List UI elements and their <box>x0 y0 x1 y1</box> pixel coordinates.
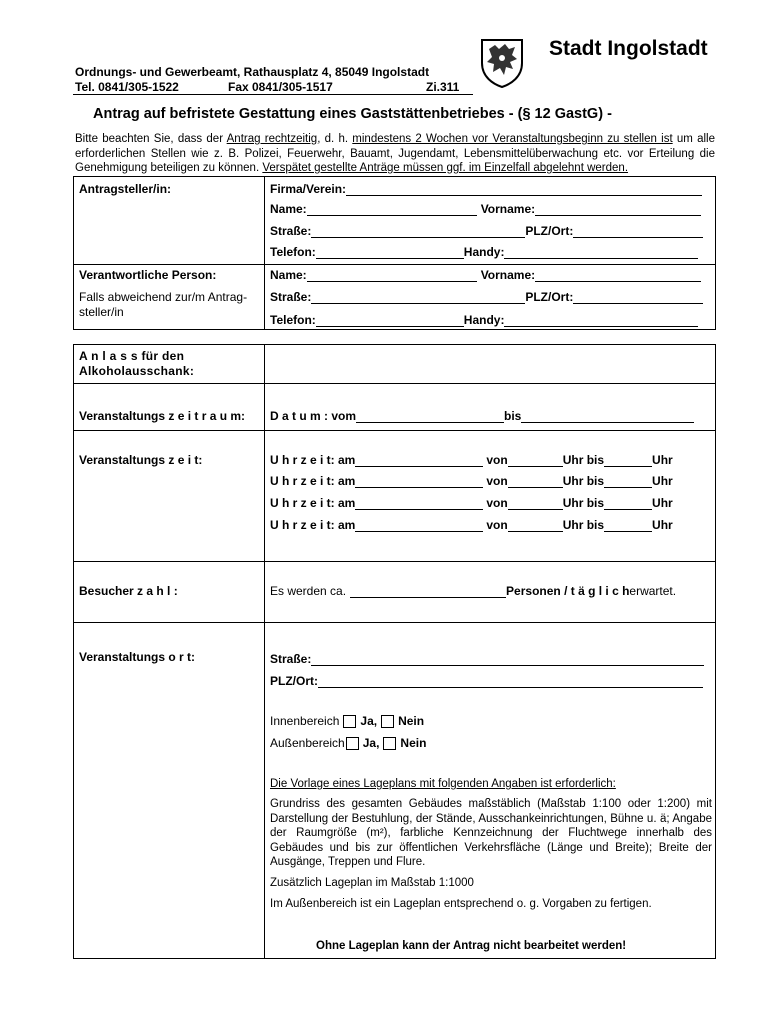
zeit-row-1[interactable]: U h r z e i t: am von Uhr bis Uhr <box>270 453 673 467</box>
aussen-ja-checkbox[interactable] <box>346 737 359 750</box>
zeit-row-4[interactable]: U h r z e i t: am von Uhr bis Uhr <box>270 518 673 532</box>
innen-ja-checkbox[interactable] <box>343 715 356 728</box>
city-name: Stadt Ingolstadt <box>549 37 708 60</box>
zeitraum-row[interactable]: D a t u m : vom bis <box>270 409 694 423</box>
ort-strasse-field[interactable]: Straße: <box>270 652 704 666</box>
applicant-address-row[interactable]: Straße: PLZ/Ort: <box>270 224 703 238</box>
responsible-label: Verantwortliche Person: <box>79 268 217 282</box>
zeitraum-label: Veranstaltungs z e i t r a u m: <box>79 409 246 423</box>
responsible-name-row[interactable]: Name: Vorname: <box>270 268 701 282</box>
warning-text: Ohne Lageplan kann der Antrag nicht bearbeitet werden! <box>316 940 627 952</box>
zeit-label: Veranstaltungs z e i t: <box>79 453 203 467</box>
lageplan-heading: Die Vorlage eines Lageplans mit folgenden Angaben ist erforderlich: <box>270 778 616 790</box>
zusatz-text: Zusätzlich Lageplan im Maßstab 1:1000 <box>270 877 474 889</box>
grundriss-text: Grundriss des gesamten Gebäudes maßstäblich (Maßstab 1:100 oder 1:200) mit Darstellung der Bestuhlung, der Stände, Ausschankeinrichtungen, Bühne u. ä; Angabe der Raumgröße (m²), farbliche Kennzeichnung der Fluchtwege innerhalb des Gebäudes und bis zur öffentlichen Verkehrsfläche (Länge und Breite); Breite der Ausgänge, Treppen und Flure. <box>270 798 712 868</box>
innenbereich-row: Innenbereich Ja, Nein <box>270 714 425 728</box>
office-room: Zi.311 <box>426 80 460 94</box>
applicant-phone-row[interactable]: Telefon: Handy: <box>270 245 698 259</box>
ort-label: Veranstaltungs o r t: <box>79 650 196 664</box>
responsible-phone-row[interactable]: Telefon: Handy: <box>270 313 698 327</box>
applicant-name-row[interactable]: Name: Vorname: <box>270 202 701 216</box>
office-fax: Fax 0841/305-1517 <box>228 80 333 94</box>
applicant-label: Antragsteller/in: <box>79 182 172 196</box>
intro-text: Bitte beachten Sie, dass der Antrag rechtzeitig, d. h. mindestens 2 Wochen vor Veranstaltungsbeginn zu stellen ist um alle erforderlichen Stellen wie z. B. Polizei, Feuerwehr, Bauamt, Jugendamt, Lebensmittelüberwachung etc. vor Erteilung die Genehmigung beteiligen zu können. Verspätet gestellte Anträge müssen ggf. im Einzelfall abgelehnt werden. <box>75 133 715 174</box>
applicant-firma-field[interactable]: Firma/Verein: <box>270 182 702 196</box>
aussenbereich-text: Im Außenbereich ist ein Lageplan entsprechend o. g. Vorgaben zu fertigen. <box>270 898 652 910</box>
coat-of-arms <box>479 37 525 89</box>
ort-plz-field[interactable]: PLZ/Ort: <box>270 674 703 688</box>
aussenbereich-row: Außenbereich Ja, Nein <box>270 736 427 750</box>
anlass-label: A n l a s s für den Alkoholausschank: <box>79 349 195 378</box>
responsible-note: Falls abweichend zur/m Antrag-steller/in <box>79 290 248 319</box>
zeit-row-2[interactable]: U h r z e i t: am von Uhr bis Uhr <box>270 474 673 488</box>
office-tel: Tel. 0841/305-1522 <box>75 80 179 94</box>
responsible-address-row[interactable]: Straße: PLZ/Ort: <box>270 290 703 304</box>
office-address: Ordnungs- und Gewerbeamt, Rathausplatz 4, 85049 Ingolstadt <box>75 65 430 79</box>
header-divider <box>73 94 473 95</box>
aussen-nein-checkbox[interactable] <box>383 737 396 750</box>
innen-nein-checkbox[interactable] <box>381 715 394 728</box>
anlass-input[interactable] <box>266 346 714 382</box>
page-title: Antrag auf befristete Gestattung eines Gaststättenbetriebes - (§ 12 GastG) - <box>93 106 612 122</box>
besucher-row[interactable]: Es werden ca. Personen / t ä g l i c h erwartet. <box>270 584 677 598</box>
besucher-label: Besucher z a h l : <box>79 584 178 598</box>
zeit-row-3[interactable]: U h r z e i t: am von Uhr bis Uhr <box>270 496 673 510</box>
